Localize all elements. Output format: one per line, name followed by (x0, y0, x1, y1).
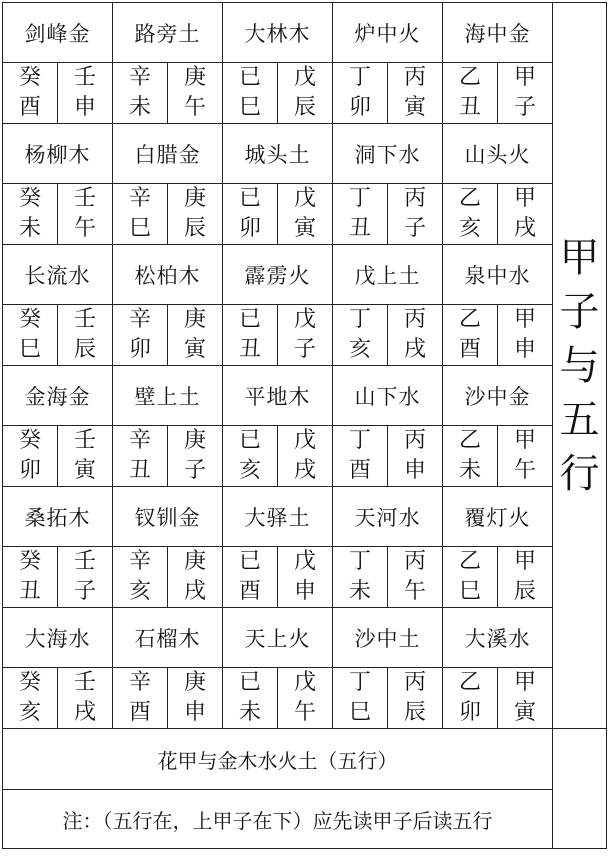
ganzhi-cell (278, 63, 333, 124)
heavenly-stem: 戊 (293, 670, 316, 695)
nayin-element-cell: 泉中水 (443, 245, 553, 305)
nayin-element-cell: 沙中金 (443, 366, 553, 426)
ganzhi-cell (498, 668, 553, 729)
ganzhi-cell (3, 547, 58, 608)
heavenly-stem: 已 (238, 670, 261, 695)
heavenly-stem: 乙 (458, 307, 481, 332)
nayin-element-cell: 大溪水 (443, 608, 553, 668)
earthly-branch: 戌 (403, 337, 426, 362)
ganzhi-cell (333, 63, 388, 124)
earthly-branch: 亥 (238, 458, 261, 483)
nayin-element-cell: 海中金 (443, 3, 553, 63)
ganzhi-cell (168, 63, 223, 124)
earthly-branch: 丑 (348, 216, 371, 241)
heavenly-stem: 壬 (73, 428, 96, 453)
earthly-branch: 申 (183, 700, 206, 725)
heavenly-stem: 辛 (128, 428, 151, 453)
side-title-char: 子 (559, 288, 600, 335)
nayin-element-cell: 戊上土 (333, 245, 443, 305)
earthly-branch: 子 (183, 458, 206, 483)
ganzhi-cell (498, 184, 553, 245)
earthly-branch: 戌 (73, 700, 96, 725)
heavenly-stem: 壬 (73, 307, 96, 332)
earthly-branch: 寅 (513, 700, 536, 725)
earthly-branch: 未 (458, 458, 481, 483)
earthly-branch: 酉 (128, 700, 151, 725)
earthly-branch: 卯 (348, 95, 371, 120)
element-row (3, 124, 607, 184)
heavenly-stem: 壬 (73, 549, 96, 574)
heavenly-stem: 丙 (403, 307, 426, 332)
earthly-branch: 午 (73, 216, 96, 241)
earthly-branch: 未 (128, 95, 151, 120)
heavenly-stem: 甲 (513, 307, 536, 332)
heavenly-stem: 庚 (183, 65, 206, 90)
earthly-branch: 丑 (128, 458, 151, 483)
nayin-element-cell: 钗钏金 (113, 487, 223, 547)
ganzhi-cell (333, 305, 388, 366)
ganzhi-cell (168, 426, 223, 487)
earthly-branch: 子 (513, 95, 536, 120)
earthly-branch: 子 (293, 337, 316, 362)
earthly-branch: 未 (18, 216, 41, 241)
ganzhi-cell (443, 305, 498, 366)
heavenly-stem: 壬 (73, 186, 96, 211)
nayin-element-cell: 壁上土 (113, 366, 223, 426)
ganzhi-cell (498, 305, 553, 366)
ganzhi-cell (278, 184, 333, 245)
ganzhi-cell (3, 305, 58, 366)
earthly-branch: 酉 (18, 95, 41, 120)
ganzhi-cell (278, 426, 333, 487)
heavenly-stem: 丁 (348, 307, 371, 332)
ganzhi-cell (3, 426, 58, 487)
heavenly-stem: 乙 (458, 428, 481, 453)
element-row (3, 487, 607, 547)
heavenly-stem: 丙 (403, 549, 426, 574)
earthly-branch: 丑 (238, 337, 261, 362)
reading-note: 注：（五行在，上甲子在下）应先读甲子后读五行 (3, 790, 553, 849)
ganzhi-cell (58, 547, 113, 608)
ganzhi-cell (223, 426, 278, 487)
earthly-branch: 子 (73, 579, 96, 604)
heavenly-stem: 甲 (513, 670, 536, 695)
ganzhi-cell (3, 63, 58, 124)
earthly-branch: 戌 (293, 458, 316, 483)
heavenly-stem: 癸 (18, 186, 41, 211)
earthly-branch: 巳 (18, 337, 41, 362)
ganzhi-cell (388, 668, 443, 729)
heavenly-stem: 庚 (183, 670, 206, 695)
ganzhi-cell (443, 426, 498, 487)
nayin-element-cell: 金海金 (3, 366, 113, 426)
ganzhi-row (3, 184, 607, 245)
jiazi-table (2, 2, 607, 849)
ganzhi-cell (168, 305, 223, 366)
earthly-branch: 辰 (513, 579, 536, 604)
side-title-char: 与 (559, 342, 600, 389)
nayin-element-cell: 覆灯火 (443, 487, 553, 547)
element-row (3, 608, 607, 668)
earthly-branch: 卯 (238, 216, 261, 241)
element-row (3, 366, 607, 426)
ganzhi-cell (3, 184, 58, 245)
heavenly-stem: 戊 (293, 65, 316, 90)
ganzhi-cell (498, 63, 553, 124)
ganzhi-cell (278, 547, 333, 608)
earthly-branch: 卯 (128, 337, 151, 362)
heavenly-stem: 丙 (403, 186, 426, 211)
earthly-branch: 申 (403, 458, 426, 483)
earthly-branch: 亥 (458, 216, 481, 241)
ganzhi-cell (58, 668, 113, 729)
heavenly-stem: 庚 (183, 186, 206, 211)
heavenly-stem: 癸 (18, 670, 41, 695)
nayin-element-cell: 平地木 (223, 366, 333, 426)
heavenly-stem: 丙 (403, 428, 426, 453)
nayin-element-cell: 长流水 (3, 245, 113, 305)
side-title-char: 甲 (559, 234, 600, 281)
heavenly-stem: 甲 (513, 65, 536, 90)
ganzhi-cell (113, 426, 168, 487)
heavenly-stem: 已 (238, 428, 261, 453)
ganzhi-cell (223, 547, 278, 608)
ganzhi-cell (278, 668, 333, 729)
ganzhi-row (3, 547, 607, 608)
earthly-branch: 午 (403, 579, 426, 604)
heavenly-stem: 丙 (403, 65, 426, 90)
heavenly-stem: 丁 (348, 65, 371, 90)
heavenly-stem: 癸 (18, 549, 41, 574)
ganzhi-cell (58, 305, 113, 366)
heavenly-stem: 丁 (348, 549, 371, 574)
nayin-element-cell: 山下水 (333, 366, 443, 426)
ganzhi-cell (498, 426, 553, 487)
ganzhi-cell (388, 547, 443, 608)
earthly-branch: 卯 (18, 458, 41, 483)
earthly-branch: 辰 (293, 95, 316, 120)
earthly-branch: 申 (73, 95, 96, 120)
heavenly-stem: 庚 (183, 307, 206, 332)
heavenly-stem: 戊 (293, 307, 316, 332)
ganzhi-cell (223, 305, 278, 366)
earthly-branch: 酉 (238, 579, 261, 604)
heavenly-stem: 壬 (73, 670, 96, 695)
earthly-branch: 巳 (348, 700, 371, 725)
heavenly-stem: 辛 (128, 307, 151, 332)
ganzhi-row (3, 305, 607, 366)
heavenly-stem: 甲 (513, 186, 536, 211)
earthly-branch: 戌 (513, 216, 536, 241)
ganzhi-cell (3, 668, 58, 729)
heavenly-stem: 已 (238, 307, 261, 332)
ganzhi-cell (223, 184, 278, 245)
heavenly-stem: 戊 (293, 186, 316, 211)
nayin-element-cell: 城头土 (223, 124, 333, 184)
nayin-element-cell: 大驿土 (223, 487, 333, 547)
nayin-element-cell: 桑拓木 (3, 487, 113, 547)
earthly-branch: 丑 (458, 95, 481, 120)
ganzhi-cell (223, 63, 278, 124)
ganzhi-cell (498, 547, 553, 608)
ganzhi-cell (223, 668, 278, 729)
heavenly-stem: 丁 (348, 670, 371, 695)
heavenly-stem: 乙 (458, 670, 481, 695)
heavenly-stem: 乙 (458, 186, 481, 211)
nayin-element-cell: 沙中土 (333, 608, 443, 668)
ganzhi-cell (443, 668, 498, 729)
nayin-element-cell: 霹雳火 (223, 245, 333, 305)
heavenly-stem: 乙 (458, 549, 481, 574)
ganzhi-cell (333, 184, 388, 245)
ganzhi-cell (443, 184, 498, 245)
ganzhi-cell (333, 426, 388, 487)
side-title-char: 五 (559, 396, 600, 443)
earthly-branch: 午 (183, 95, 206, 120)
earthly-branch: 辰 (73, 337, 96, 362)
earthly-branch: 巳 (238, 95, 261, 120)
earthly-branch: 酉 (458, 337, 481, 362)
earthly-branch: 未 (348, 579, 371, 604)
ganzhi-cell (113, 63, 168, 124)
side-title (553, 3, 607, 729)
heavenly-stem: 已 (238, 65, 261, 90)
ganzhi-cell (333, 547, 388, 608)
nayin-element-cell: 大海水 (3, 608, 113, 668)
earthly-branch: 寅 (73, 458, 96, 483)
nayin-element-cell: 路旁土 (113, 3, 223, 63)
table-caption: 花甲与金木水火土（五行） (3, 729, 553, 790)
ganzhi-cell (168, 668, 223, 729)
nayin-element-cell: 松柏木 (113, 245, 223, 305)
nayin-element-cell: 大林木 (223, 3, 333, 63)
heavenly-stem: 辛 (128, 549, 151, 574)
earthly-branch: 午 (513, 458, 536, 483)
heavenly-stem: 辛 (128, 65, 151, 90)
ganzhi-cell (443, 63, 498, 124)
heavenly-stem: 丙 (403, 670, 426, 695)
ganzhi-cell (443, 547, 498, 608)
heavenly-stem: 辛 (128, 186, 151, 211)
nayin-element-cell: 天上火 (223, 608, 333, 668)
earthly-branch: 巳 (128, 216, 151, 241)
heavenly-stem: 庚 (183, 428, 206, 453)
earthly-branch: 亥 (18, 700, 41, 725)
ganzhi-cell (113, 305, 168, 366)
ganzhi-cell (113, 184, 168, 245)
heavenly-stem: 癸 (18, 65, 41, 90)
earthly-branch: 午 (293, 700, 316, 725)
element-row (3, 245, 607, 305)
nayin-element-cell: 洞下水 (333, 124, 443, 184)
side-title-char: 行 (559, 450, 600, 497)
nayin-element-cell: 杨柳木 (3, 124, 113, 184)
heavenly-stem: 癸 (18, 428, 41, 453)
ganzhi-row (3, 668, 607, 729)
heavenly-stem: 已 (238, 549, 261, 574)
nayin-element-cell: 白腊金 (113, 124, 223, 184)
ganzhi-cell (58, 63, 113, 124)
nayin-element-cell: 石榴木 (113, 608, 223, 668)
nayin-element-cell: 炉中火 (333, 3, 443, 63)
ganzhi-cell (388, 63, 443, 124)
ganzhi-cell (333, 668, 388, 729)
ganzhi-cell (113, 547, 168, 608)
earthly-branch: 寅 (293, 216, 316, 241)
heavenly-stem: 戊 (293, 428, 316, 453)
heavenly-stem: 癸 (18, 307, 41, 332)
earthly-branch: 申 (293, 579, 316, 604)
ganzhi-row (3, 63, 607, 124)
earthly-branch: 辰 (183, 216, 206, 241)
element-row (3, 3, 607, 63)
ganzhi-cell (278, 305, 333, 366)
earthly-branch: 寅 (403, 95, 426, 120)
earthly-branch: 戌 (183, 579, 206, 604)
earthly-branch: 丑 (18, 579, 41, 604)
heavenly-stem: 壬 (73, 65, 96, 90)
heavenly-stem: 丁 (348, 186, 371, 211)
earthly-branch: 巳 (458, 579, 481, 604)
nayin-element-cell: 天河水 (333, 487, 443, 547)
ganzhi-cell (58, 426, 113, 487)
earthly-branch: 卯 (458, 700, 481, 725)
ganzhi-cell (388, 426, 443, 487)
ganzhi-row (3, 426, 607, 487)
earthly-branch: 亥 (128, 579, 151, 604)
heavenly-stem: 甲 (513, 549, 536, 574)
ganzhi-cell (168, 547, 223, 608)
nayin-element-cell: 剑峰金 (3, 3, 113, 63)
earthly-branch: 寅 (183, 337, 206, 362)
earthly-branch: 亥 (348, 337, 371, 362)
ganzhi-cell (113, 668, 168, 729)
nayin-element-cell: 山头火 (443, 124, 553, 184)
earthly-branch: 酉 (348, 458, 371, 483)
heavenly-stem: 乙 (458, 65, 481, 90)
ganzhi-cell (388, 305, 443, 366)
earthly-branch: 辰 (403, 700, 426, 725)
ganzhi-cell (168, 184, 223, 245)
heavenly-stem: 已 (238, 186, 261, 211)
ganzhi-cell (58, 184, 113, 245)
footer-side-cell (553, 729, 607, 849)
heavenly-stem: 甲 (513, 428, 536, 453)
ganzhi-cell (388, 184, 443, 245)
earthly-branch: 申 (513, 337, 536, 362)
earthly-branch: 子 (403, 216, 426, 241)
heavenly-stem: 戊 (293, 549, 316, 574)
earthly-branch: 未 (238, 700, 261, 725)
heavenly-stem: 辛 (128, 670, 151, 695)
heavenly-stem: 丁 (348, 428, 371, 453)
heavenly-stem: 庚 (183, 549, 206, 574)
